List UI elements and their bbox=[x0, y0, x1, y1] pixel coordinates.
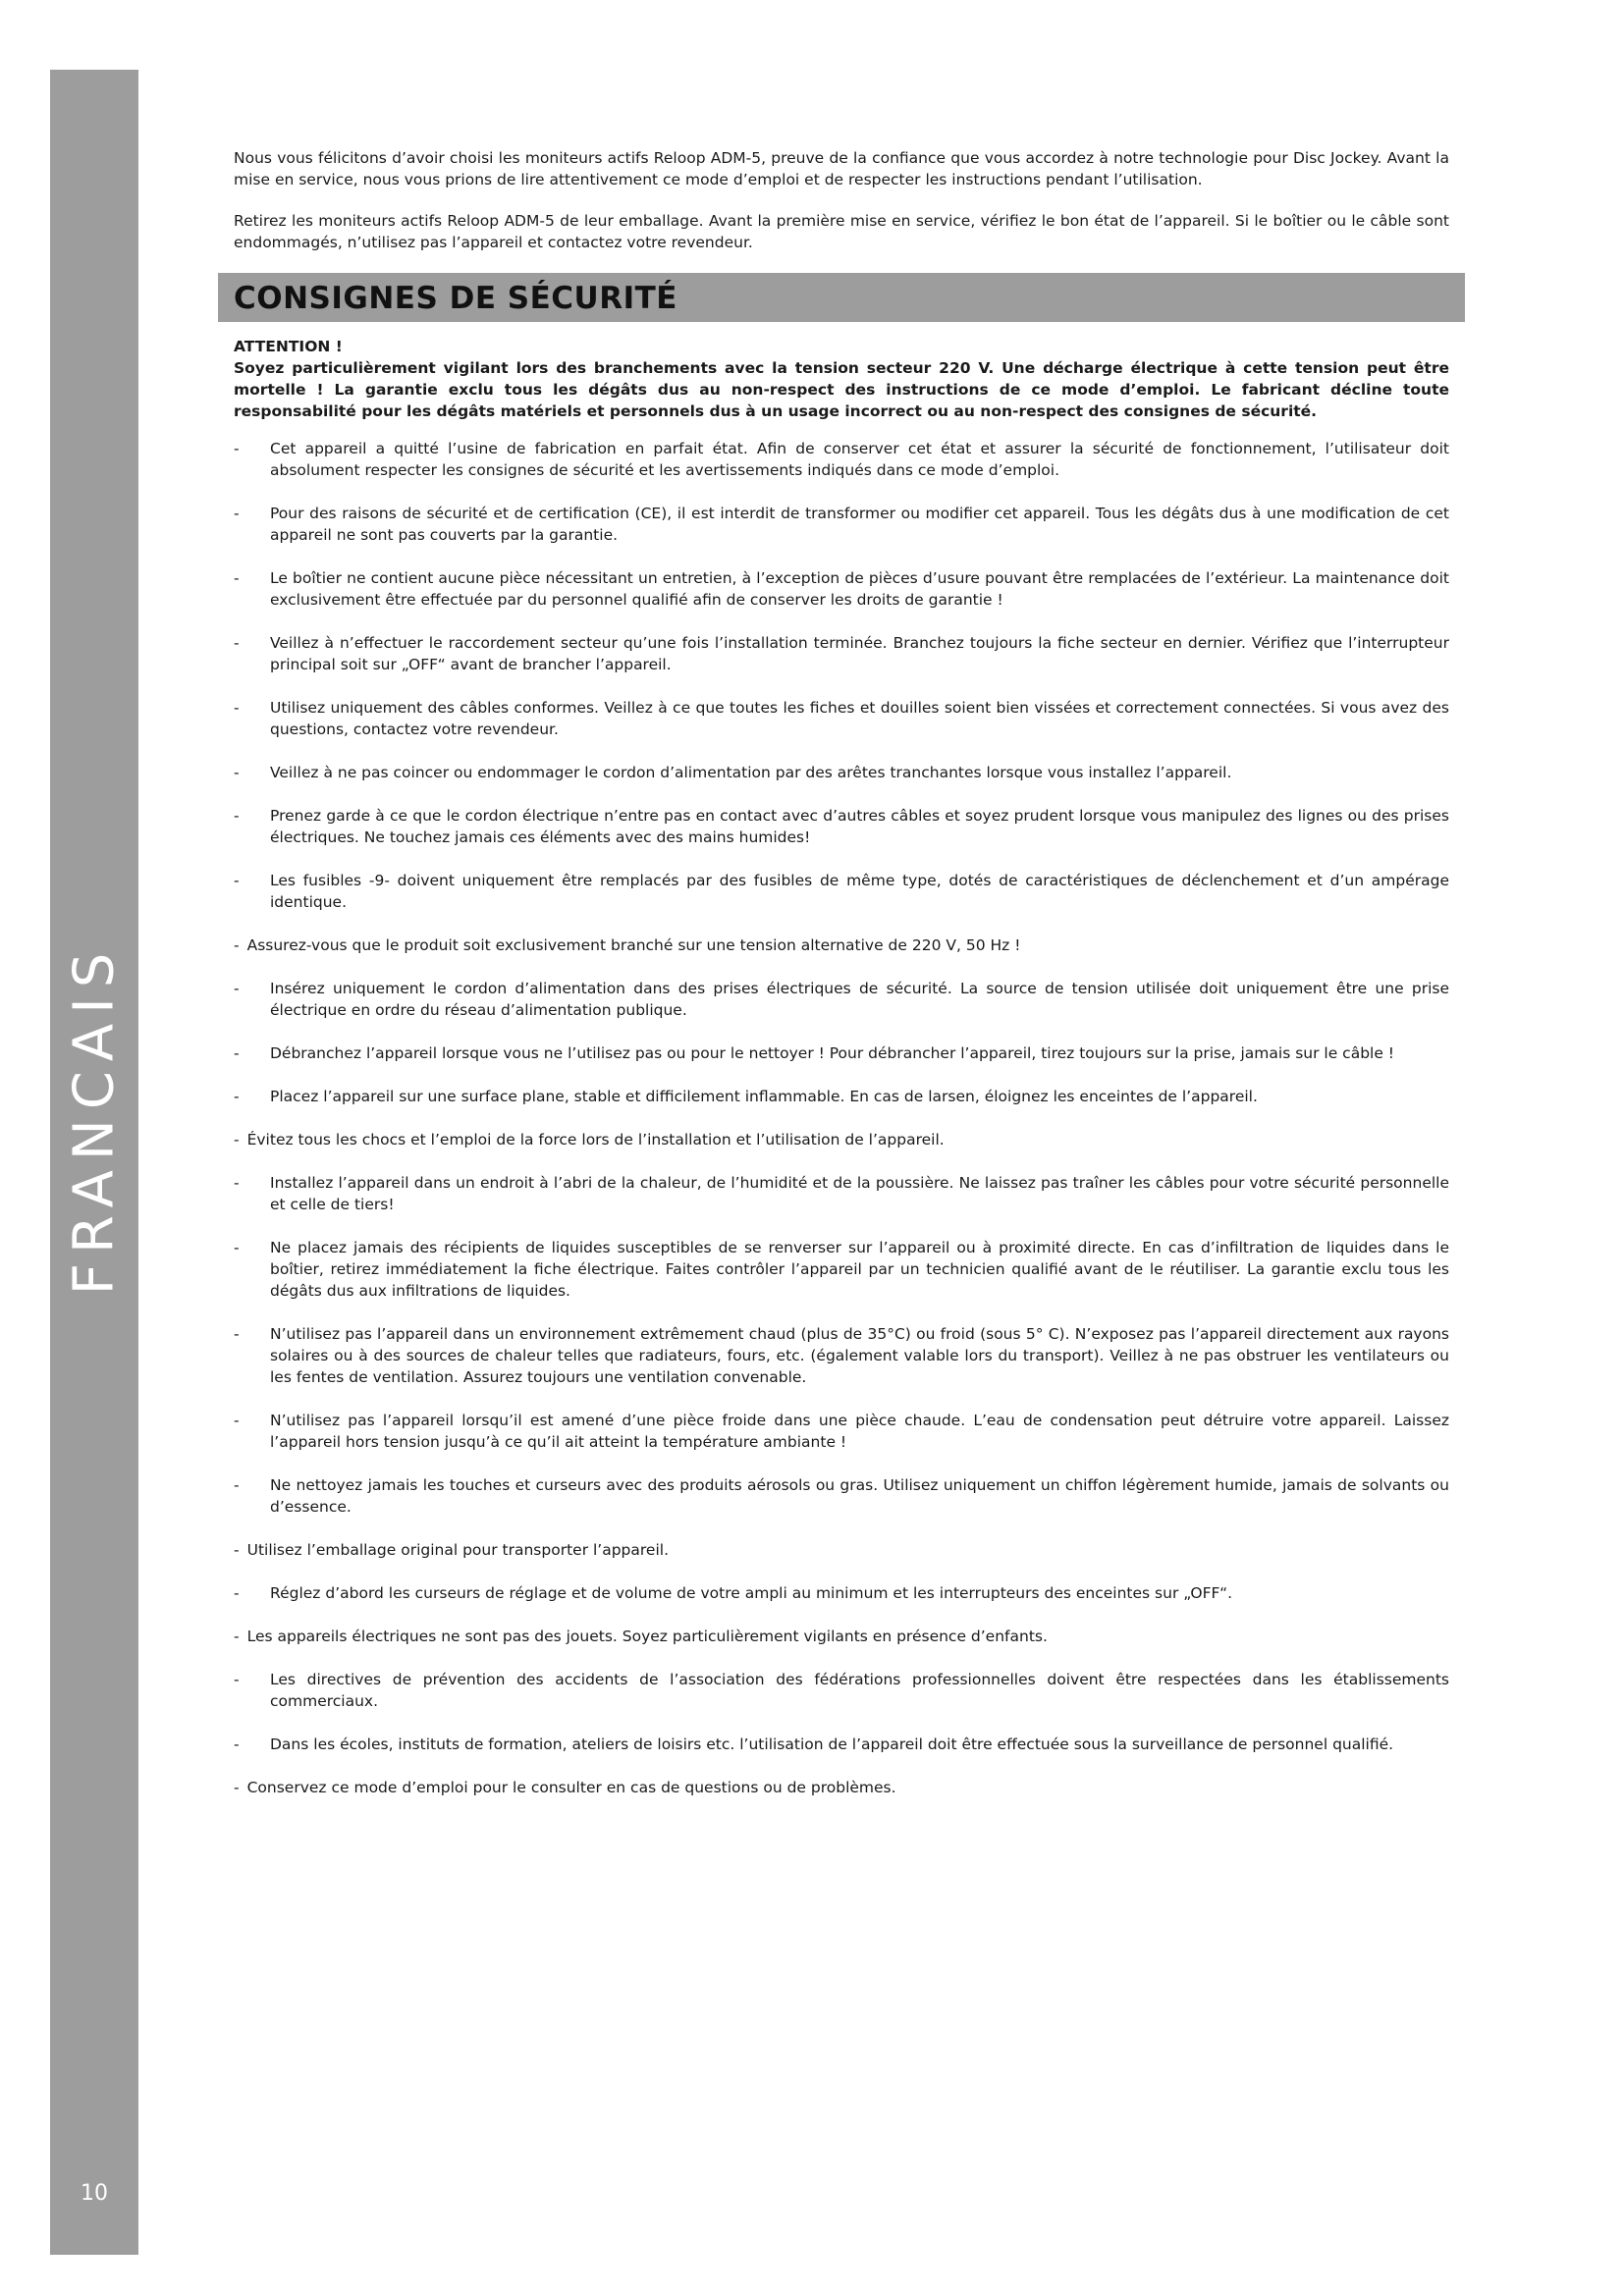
safety-rule-text: Installez l’appareil dans un endroit à l’abri de la chaleur, de l’humidité et de la poussière. Ne laissez pas traîner les câbles pour votre sécurité personnelle et celle de tiers! bbox=[270, 1174, 1449, 1213]
safety-rule-text: Ne placez jamais des récipients de liquides susceptibles de se renverser sur l’appareil ou à proximité directe. En cas d’infiltration de liquides dans le boîtier, retirez immédiatement la fiche électrique. Faites contrôler l’appareil par un technicien qualifié avant de le réutiliser. La garantie exclu tous les dégâts dus aux infiltrations de liquides. bbox=[270, 1239, 1449, 1300]
dash-bullet: - bbox=[234, 764, 240, 781]
safety-rule bbox=[234, 438, 1449, 481]
warning-heading: ATTENTION ! bbox=[234, 338, 343, 355]
safety-rule bbox=[234, 934, 1449, 956]
intro bbox=[234, 147, 1449, 253]
safety-rule bbox=[234, 567, 1449, 611]
dash-bullet: - bbox=[234, 1628, 240, 1645]
safety-rule bbox=[234, 762, 1449, 783]
safety-rule bbox=[234, 1323, 1449, 1388]
dash-bullet: - bbox=[234, 440, 240, 457]
intro-paragraph-1: Nous vous félicitons d’avoir choisi les moniteurs actifs Reloop ADM-5, preuve de la confiance que vous accordez à notre technologie pour Disc Jockey. Avant la mise en service, nous vous prions de lire attentivement ce mode d’emploi et de respecter les instructions pendant l’utilisation. bbox=[234, 149, 1449, 188]
dash-bullet: - bbox=[234, 1584, 240, 1602]
safety-rule-text: Utilisez uniquement des câbles conformes. Veillez à ce que toutes les fiches et douilles soient bien vissées et correctement connectées. Si vous avez des questions, contactez votre revendeur. bbox=[270, 699, 1449, 738]
safety-rule bbox=[234, 1410, 1449, 1453]
safety-rule bbox=[234, 1172, 1449, 1215]
dash-bullet: - bbox=[234, 1044, 240, 1062]
safety-rule-text: Veillez à ne pas coincer ou endommager le cordon d’alimentation par des arêtes tranchantes lorsque vous installez l’appareil. bbox=[270, 764, 1232, 781]
safety-rule-text: Les fusibles -9- doivent uniquement être remplacés par des fusibles de même type, dotés de caractéristiques de déclenchement et d’un ampérage identique. bbox=[270, 872, 1449, 911]
safety-rule bbox=[234, 870, 1449, 913]
safety-rule-text: Ne nettoyez jamais les touches et curseurs avec des produits aérosols ou gras. Utilisez uniquement un chiffon légèrement humide, jamais de solvants ou d’essence. bbox=[270, 1476, 1449, 1516]
dash-bullet: - bbox=[234, 1779, 240, 1796]
dash-bullet: - bbox=[234, 1476, 240, 1494]
safety-rule bbox=[234, 632, 1449, 675]
safety-rule-text: Pour des raisons de sécurité et de certification (CE), il est interdit de transformer ou modifier cet appareil. Tous les dégâts dus à une modification de cet appareil ne sont pas couverts par la garantie. bbox=[270, 505, 1449, 544]
safety-rule-text: Insérez uniquement le cordon d’alimentation dans des prises électriques de sécurité. La source de tension utilisée doit uniquement être une prise électrique en ordre du réseau d’alimentation publique. bbox=[270, 980, 1449, 1019]
safety-rule bbox=[234, 1582, 1449, 1604]
dash-bullet: - bbox=[234, 1131, 240, 1148]
dash-bullet: - bbox=[234, 699, 240, 717]
safety-rule-text: Utilisez l’emballage original pour transporter l’appareil. bbox=[246, 1541, 670, 1559]
safety-rules-list bbox=[234, 438, 1449, 1798]
section-header-bar bbox=[218, 273, 1465, 322]
dash-bullet: - bbox=[234, 1412, 240, 1429]
safety-rule bbox=[234, 978, 1449, 1021]
dash-bullet: - bbox=[234, 1541, 240, 1559]
safety-rule-text: Dans les écoles, instituts de formation, ateliers de loisirs etc. l’utilisation de l’appareil doit être effectuée sous la surveillance de personnel qualifié. bbox=[270, 1735, 1394, 1753]
safety-rule-text: Cet appareil a quitté l’usine de fabrication en parfait état. Afin de conserver cet état et assurer la sécurité de fonctionnement, l’utilisateur doit absolument respecter les consignes de sécurité et les avertissements indiqués dans ce mode d’emploi. bbox=[270, 440, 1449, 479]
safety-rule bbox=[234, 1042, 1449, 1064]
safety-rule bbox=[234, 1539, 1449, 1561]
dash-bullet: - bbox=[234, 1671, 240, 1688]
warning-block bbox=[234, 336, 1449, 422]
safety-rule bbox=[234, 697, 1449, 740]
dash-bullet: - bbox=[234, 1088, 240, 1105]
dash-bullet: - bbox=[234, 1325, 240, 1343]
safety-rule bbox=[234, 1129, 1449, 1150]
safety-rule bbox=[234, 1474, 1449, 1518]
safety-rule-text: Évitez tous les chocs et l’emploi de la force lors de l’installation et l’utilisation de l’appareil. bbox=[246, 1131, 945, 1148]
dash-bullet: - bbox=[234, 505, 240, 522]
dash-bullet: - bbox=[234, 936, 240, 954]
page-content bbox=[234, 147, 1449, 1820]
dash-bullet: - bbox=[234, 872, 240, 889]
section-title: CONSIGNES DE SÉCURITÉ bbox=[234, 281, 677, 316]
safety-rule bbox=[234, 1669, 1449, 1712]
safety-rule-text: Le boîtier ne contient aucune pièce nécessitant un entretien, à l’exception de pièces d’usure pouvant être remplacées de l’extérieur. La maintenance doit exclusivement être effectuée par du personnel qualifié afin de conserver les droits de garantie ! bbox=[270, 569, 1449, 609]
safety-rule bbox=[234, 503, 1449, 546]
safety-rule-text: N’utilisez pas l’appareil lorsqu’il est amené d’une pièce froide dans une pièce chaude. L’eau de condensation peut détruire votre appareil. Laissez l’appareil hors tension jusqu’à ce qu’il ait atteint la température ambiante ! bbox=[270, 1412, 1449, 1451]
page-number: 10 bbox=[81, 2181, 108, 2206]
dash-bullet: - bbox=[234, 1174, 240, 1192]
safety-rule bbox=[234, 1734, 1449, 1755]
safety-rule-text: Placez l’appareil sur une surface plane, stable et difficilement inflammable. En cas de larsen, éloignez les enceintes de l’appareil. bbox=[270, 1088, 1258, 1105]
safety-rule-text: Les appareils électriques ne sont pas des jouets. Soyez particulièrement vigilants en présence d’enfants. bbox=[246, 1628, 1048, 1645]
safety-rule-text: Prenez garde à ce que le cordon électrique n’entre pas en contact avec d’autres câbles et soyez prudent lorsque vous manipulez des lignes ou des prises électriques. Ne touchez jamais ces éléments avec des mains humides! bbox=[270, 807, 1449, 846]
dash-bullet: - bbox=[234, 807, 240, 825]
dash-bullet: - bbox=[234, 1239, 240, 1256]
safety-rule-text: Les directives de prévention des accidents de l’association des fédérations professionnelles doivent être respectées dans les établissements commerciaux. bbox=[270, 1671, 1449, 1710]
safety-rule-text: Débranchez l’appareil lorsque vous ne l’utilisez pas ou pour le nettoyer ! Pour débrancher l’appareil, tirez toujours sur la prise, jamais sur le câble ! bbox=[270, 1044, 1395, 1062]
dash-bullet: - bbox=[234, 634, 240, 652]
safety-rule-text: Réglez d’abord les curseurs de réglage et de volume de votre ampli au minimum et les interrupteurs des enceintes sur „OFF“. bbox=[270, 1584, 1233, 1602]
safety-rule-text: Conservez ce mode d’emploi pour le consulter en cas de questions ou de problèmes. bbox=[246, 1779, 896, 1796]
dash-bullet: - bbox=[234, 1735, 240, 1753]
warning-text: Soyez particulièrement vigilant lors des branchements avec la tension secteur 220 V. Une décharge électrique à cette tension peut être mortelle ! La garantie exclu tous les dégâts dus au non-respect des instructions de ce mode d’emploi. Le fabricant décline toute responsabilité pour les dégâts matériels et personnels dus à un usage incorrect ou au non-respect des consignes de sécurité. bbox=[234, 359, 1449, 420]
safety-rule-text: N’utilisez pas l’appareil dans un environnement extrêmement chaud (plus de 35°C) ou froid (sous 5° C). N’exposez pas l’appareil directement aux rayons solaires ou à des sources de chaleur telles que radiateurs, fours, etc. (également valable lors du transport). Veillez à ne pas obstruer les ventilateurs ou les fentes de ventilation. Assurez toujours une ventilation convenable. bbox=[270, 1325, 1449, 1386]
dash-bullet: - bbox=[234, 569, 240, 587]
intro-paragraph-2: Retirez les moniteurs actifs Reloop ADM-5 de leur emballage. Avant la première mise en service, vérifiez le bon état de l’appareil. Si le boîtier ou le câble sont endommagés, n’utilisez pas l’appareil et contactez votre revendeur. bbox=[234, 212, 1449, 251]
safety-rule bbox=[234, 1777, 1449, 1798]
safety-rule bbox=[234, 1086, 1449, 1107]
safety-rule-text: Veillez à n’effectuer le raccordement secteur qu’une fois l’installation terminée. Branchez toujours la fiche secteur en dernier. Vérifiez que l’interrupteur principal soit sur „OFF“ avant de brancher l’appareil. bbox=[270, 634, 1449, 673]
dash-bullet: - bbox=[234, 980, 240, 997]
safety-rule bbox=[234, 1237, 1449, 1302]
safety-rule bbox=[234, 805, 1449, 848]
safety-rule bbox=[234, 1626, 1449, 1647]
language-label: FRANCAIS bbox=[62, 942, 127, 1296]
safety-rule-text: Assurez-vous que le produit soit exclusivement branché sur une tension alternative de 220 V, 50 Hz ! bbox=[246, 936, 1021, 954]
